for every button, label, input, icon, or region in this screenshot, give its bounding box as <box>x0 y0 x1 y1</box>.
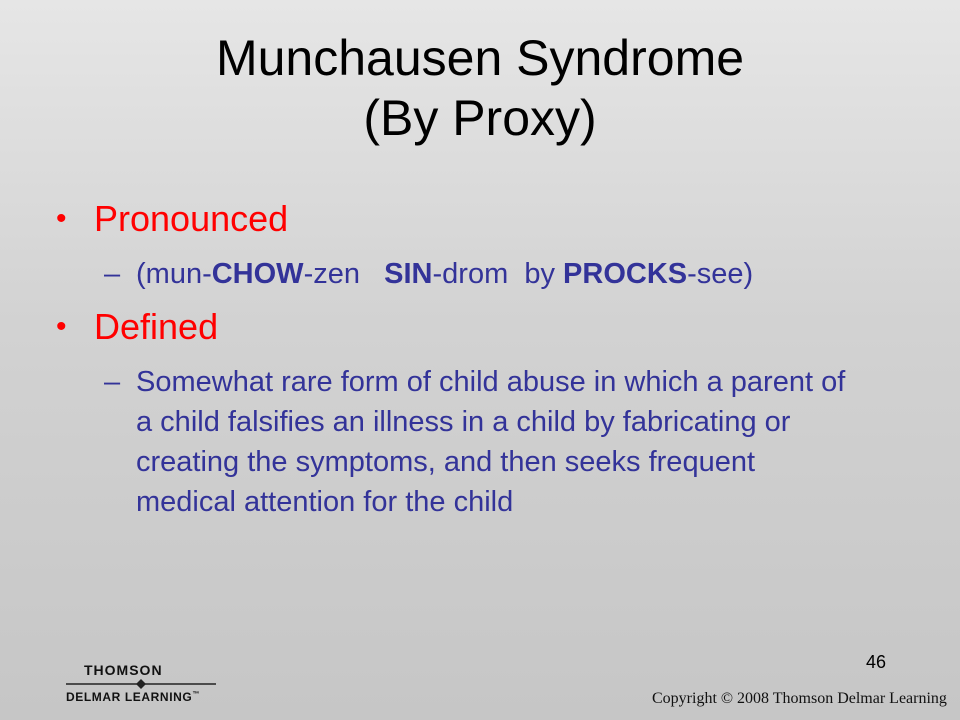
slide-title <box>0 28 960 148</box>
copyright-notice: Copyright © 2008 Thomson Delmar Learning <box>652 690 947 707</box>
bullet-heading: Defined <box>94 306 219 347</box>
trademark-mark: ™ <box>192 691 200 698</box>
thomson-delmar-logo <box>66 662 216 710</box>
logo-text-top: THOMSON <box>84 662 163 678</box>
pron-part: (mun- <box>136 258 212 290</box>
logo-bottom-label: DELMAR LEARNING <box>66 690 193 704</box>
pron-part: -see) <box>687 258 754 290</box>
definition-text <box>56 362 856 522</box>
bullet-defined <box>56 304 916 350</box>
title-line-1: Munchausen Syndrome <box>215 30 745 86</box>
bullet-marker: • <box>56 310 67 343</box>
sub-bullet-marker: – <box>104 366 121 398</box>
pronunciation-text <box>56 254 856 294</box>
pron-stress: PROCKS <box>563 258 688 290</box>
title-line-2: (By Proxy) <box>363 90 597 146</box>
pron-stress: CHOW <box>211 258 304 290</box>
bullet-pronounced <box>56 196 916 242</box>
bullet-marker: • <box>56 202 67 235</box>
pron-part: -zen <box>303 258 385 290</box>
logo-star-line-icon <box>66 679 216 689</box>
slide-content <box>56 196 916 532</box>
pron-part: -drom by <box>432 258 564 290</box>
definition-body: Somewhat rare form of child abuse in which a parent of a child falsifies an illness in a child by fabricating or creating the symptoms, and then seeks frequent medical attention for the child <box>136 366 846 518</box>
sub-bullet-marker: – <box>104 258 121 290</box>
page-number: 46 <box>866 652 887 672</box>
bullet-heading: Pronounced <box>94 198 289 239</box>
logo-text-bottom <box>66 690 200 704</box>
pron-stress: SIN <box>384 258 433 290</box>
